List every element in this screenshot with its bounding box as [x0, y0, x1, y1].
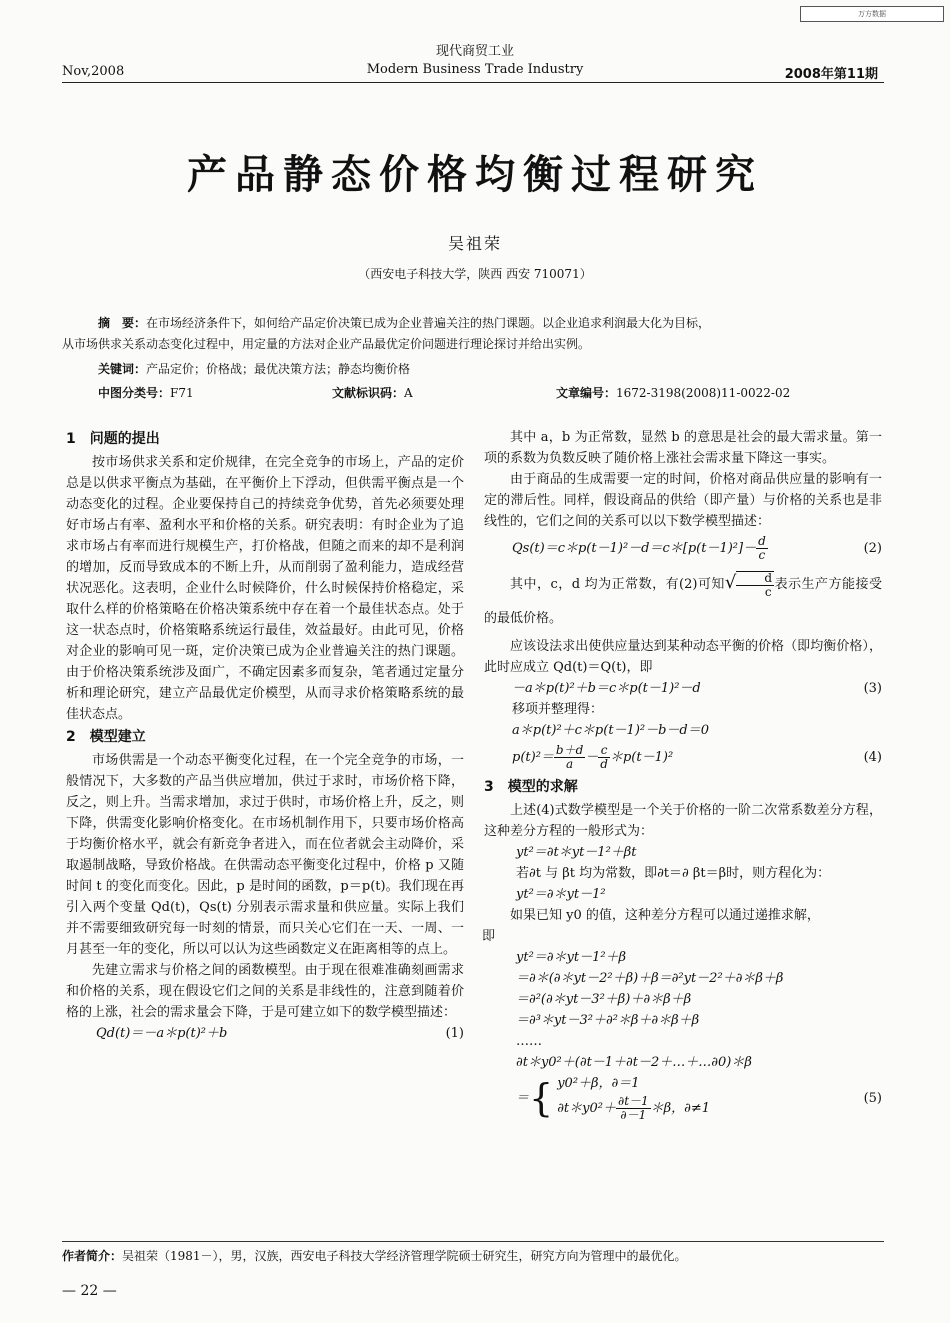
author-affiliation: （西安电子科技大学，陕西 西安 710071）	[358, 267, 592, 281]
equation-3	[484, 678, 882, 699]
equation-2-number: (2)	[863, 541, 882, 556]
equation-3b: a＊p(t)²＋c＊p(t－1)²－b－d＝0	[512, 723, 710, 738]
equation-5-equals: ＝	[516, 1090, 530, 1106]
equation-5-body	[516, 1073, 710, 1123]
min-price-text-a: 其中，c，d 均为正常数，有(2)可知	[510, 577, 725, 592]
right-column	[484, 427, 882, 1123]
case-2-text-a: ∂t＊y0²＋	[557, 1101, 616, 1116]
document-code	[332, 384, 413, 401]
fraction-denominator: c	[758, 548, 766, 562]
author-bio	[62, 1247, 687, 1264]
case-alpha-equals-1: y0²＋β，∂＝1	[557, 1076, 640, 1091]
recursion-step-3: ＝∂²(∂＊yt－3²＋β)＋∂＊β＋β	[516, 992, 692, 1007]
clc-value: F71	[170, 386, 194, 400]
fraction-b-plus-d-over-a	[554, 744, 585, 771]
equation-2-text: Qs(t)＝c＊p(t－1)²－d＝c＊[p(t－1)²]－	[512, 541, 757, 556]
clc-number	[98, 384, 194, 401]
fraction-c-over-d	[598, 744, 610, 771]
equation-1-body: Qd(t)＝－a＊p(t)²＋b	[96, 1026, 228, 1041]
article-number	[556, 384, 790, 401]
sqrt-fraction	[736, 571, 774, 599]
fraction-numerator: d	[758, 534, 766, 548]
recursion-step-1: yt²＝∂＊yt－1²＋β	[516, 950, 627, 965]
header-issue: 2008年第11期	[784, 67, 878, 82]
case-alpha-not-1	[557, 1095, 710, 1123]
recursion-step-4: ＝∂³＊yt－3²＋∂²＊β＋∂＊β＋β	[516, 1013, 700, 1028]
fraction-2-numerator: c	[598, 744, 610, 758]
page-number: — 22 —	[62, 1283, 117, 1299]
cases-brace: {	[529, 1076, 554, 1120]
abstract-line-2	[62, 335, 590, 352]
abstract-text-2: 从市场供求关系动态变化过程中，用定量的方法对企业产品最优定价问题进行理论探讨并给出实例。	[62, 337, 591, 351]
case-2-fraction	[616, 1095, 651, 1122]
equation-4-rhs: ＊p(t－1)²	[609, 750, 674, 765]
footer-rule	[62, 1241, 884, 1242]
left-column	[66, 427, 464, 1044]
recursion-ellipsis: ……	[516, 1034, 542, 1049]
fraction-1-denominator: a	[566, 757, 574, 771]
paragraph-min-price	[484, 566, 882, 636]
author-name: 吴祖荣	[447, 234, 502, 253]
section-3-paragraph-3: 如果已知 y0 的值，这种差分方程可以通过递推求解，	[510, 908, 820, 923]
journal-name-cn: 现代商贸工业	[435, 44, 514, 59]
section-1-heading: 1 问题的提出	[66, 431, 160, 447]
author-bio-text: 吴祖荣（1981－），男，汉族，西安电子科技大学经济管理学院硕士研究生，研究方向为管理中的最优化。	[122, 1249, 687, 1263]
doc-code-label: 文献标识码：	[332, 386, 405, 400]
author-bio-label: 作者简介：	[62, 1249, 123, 1263]
section-1-paragraph: 按市场供求关系和定价规律，在完全竞争的市场上，产品的定价总是以供求平衡点为基础，在平衡价上下浮动，但供需平衡点是一个动态变化的过程。企业要保持自己的持续竞争优势，首先必须要处理好市场占有率、盈利水平和价格的关系。研究表明：有时企业为了追求市场占有率而进行规模生产，打价格战，但随之而来的却不是利润的增加，反而导致成本的不断上升，从而削弱了盈利能力，造成经营状况恶化。这表明，企业什么时候降价，什么时候保持价格稳定，采取什么样的价格策略在价格决策系统中存在着一个最佳状态点。处于这一状态点时，价格策略系统运行最佳，效益最好。由此可见，价格对企业的影响可见一斑，定价决策已成为企业普遍关注的热门课题。由于价格决策系统涉及面广，不确定因素多而复杂，笔者通过定量分析和理论研究，建立产品最优定价模型，从而寻求价格策略系统的最佳状态点。	[66, 455, 464, 722]
section-2-paragraph-1: 市场供需是一个动态平衡变化过程，在一个完全竞争的市场，一般情况下，大多数的产品当供应增加，供过于求时，市场价格下降，反之，则上升。当需求增加，求过于供时，市场价格上升，反之，则下降，供需变化影响价格变化。在市场机制作用下，只要市场价格高于均衡价格水平，就会有新竞争者进入，而在位者就会主动降价，采取遏制战略，导致价格战。在供需动态平衡变化过程中，价格 p 又随时间 t 的变化而变化。因此，p 是时间的函数，p＝p(t)。我们现在再引入两个变量 Qd(t)，Qs(t) 分别表示需求量和供应量。实际上我们并不需要细致研究每一时刻的情景，而只关心它们在一天、一周、一月甚至一年的变化，所以可以认为这些函数定义在距离相等的点上。	[66, 753, 464, 957]
abstract-line-1	[98, 314, 710, 331]
keywords-text: 产品定价；价格战；最优决策方法；静态均衡价格	[146, 362, 411, 376]
equation-4-body	[512, 741, 673, 775]
watermark-stamp: 万方数据	[800, 6, 944, 22]
recursion-general: ∂t＊y0²＋(∂t－1＋∂t－2＋…＋…∂0)＊β	[516, 1055, 752, 1070]
section-3-paragraph-2: 若∂t 与 βt 均为常数，即∂t＝∂ βt＝β时，则方程化为：	[516, 866, 831, 881]
paper-title: 产品静态价格均衡过程研究	[187, 152, 763, 198]
fraction-d-over-c	[756, 535, 768, 562]
rearrange-text: 移项并整理得：	[512, 702, 604, 717]
paragraph-equilibrium: 应该设法求出使供应量达到某种动态平衡的价格（即均衡价格），此时应成立 Qd(t)＝Q(t)，即	[484, 639, 882, 675]
equation-5	[484, 1073, 882, 1123]
difference-equation-general: yt²＝∂t＊yt－1²＋βt	[516, 845, 637, 860]
equation-2-body	[512, 532, 768, 566]
article-number-label: 文章编号：	[556, 386, 617, 400]
paragraph-constants: 其中 a，b 为正常数，显然 b 的意思是社会的最大需求量。第一项的系数为负数反映了随价格上涨社会需求量下降这一事实。	[484, 430, 882, 466]
equation-1	[66, 1023, 464, 1044]
word-ji: 即	[482, 929, 496, 944]
header-rule	[62, 82, 884, 83]
sqrt-sign: √	[724, 572, 737, 593]
equation-4	[484, 741, 882, 775]
abstract-text-1: 在市场经济条件下，如何给产品定价决策已成为企业普遍关注的热门课题。以企业追求利润最大化为目标，	[146, 316, 711, 330]
fraction-1-numerator: b＋d	[555, 743, 584, 757]
equation-4-number: (4)	[863, 750, 882, 765]
case-2-text-b: ＊β，∂≠1	[650, 1101, 711, 1116]
section-2-heading: 2 模型建立	[66, 729, 146, 745]
equation-4-minus: －	[585, 750, 599, 765]
fraction-2-denominator: d	[600, 757, 608, 771]
recursion-step-2: ＝∂＊(∂＊yt－2²＋β)＋β＝∂²yt－2²＋∂＊β＋β	[516, 971, 784, 986]
article-number-value: 1672-3198(2008)11-0022-02	[616, 386, 791, 400]
clc-label: 中图分类号：	[98, 386, 171, 400]
doc-code-value: A	[404, 386, 413, 400]
journal-name-en: Modern Business Trade Industry	[366, 62, 584, 77]
abstract-label: 摘 要：	[98, 316, 147, 330]
section-3-heading: 3 模型的求解	[484, 779, 578, 795]
header-date: Nov,2008	[62, 64, 125, 79]
equation-3-body: －a＊p(t)²＋b＝c＊p(t－1)²－d	[512, 681, 701, 696]
keywords	[98, 360, 410, 377]
equation-4-lhs: p(t)²＝	[512, 750, 554, 765]
difference-equation-constant: yt²＝∂＊yt－1²	[516, 887, 606, 902]
section-3-paragraph-1: 上述(4)式数学模型是一个关于价格的一阶二次常系数差分方程，这种差分方程的一般形式为：	[484, 803, 882, 839]
keywords-label: 关键词：	[98, 362, 147, 376]
paragraph-supply: 由于商品的生成需要一定的时间，价格对商品供应量的影响有一定的滞后性。同样，假设商品的供给（即产量）与价格的关系也是非线性的，它们之间的关系可以以下数学模型描述：	[484, 472, 882, 529]
section-2-paragraph-2: 先建立需求与价格之间的函数模型。由于现在很难准确刻画需求和价格的关系，现在假设它们之间的关系是非线性的，注意到随着价格的上涨，社会的需求量会下降，于是可建立如下的数学模型描述：	[66, 963, 464, 1020]
cases-block	[557, 1073, 710, 1123]
case-2-numerator: ∂t－1	[617, 1094, 649, 1108]
min-price-text-b: 表示生产方能接受的最低价格。	[484, 577, 882, 626]
sqrt-denominator: c	[764, 584, 772, 599]
sqrt-numerator: d	[736, 572, 774, 586]
equation-2	[484, 532, 882, 566]
equation-1-number: (1)	[445, 1026, 464, 1041]
equation-5-number: (5)	[863, 1090, 882, 1106]
case-2-denominator: ∂－1	[620, 1108, 647, 1122]
equation-3-number: (3)	[863, 681, 882, 696]
